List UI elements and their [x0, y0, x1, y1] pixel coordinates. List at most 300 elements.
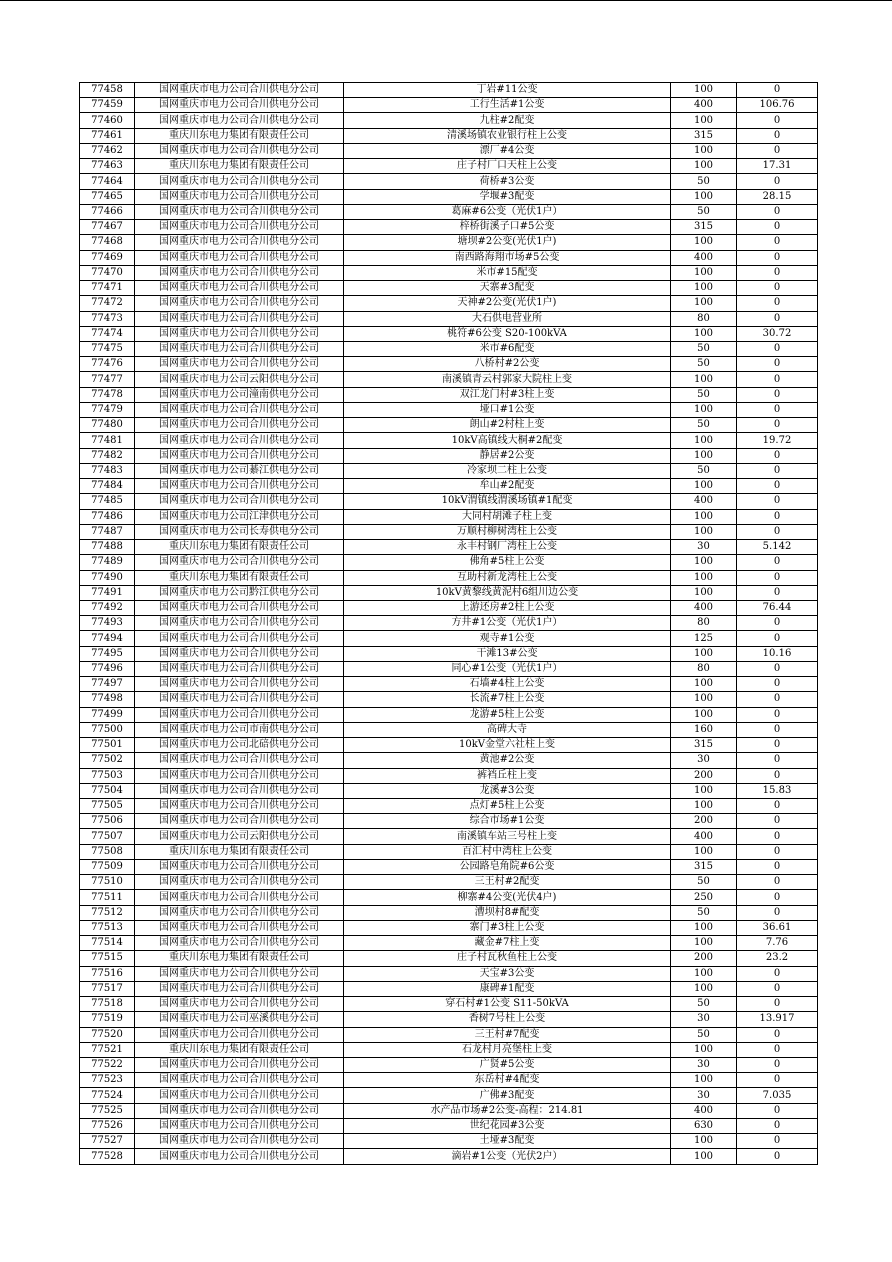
value-cell: 106.76: [737, 98, 818, 113]
table-row: [80, 1012, 818, 1027]
row-id-cell: 77479: [80, 402, 135, 417]
company-cell: 重庆川东电力集团有限责任公司: [135, 128, 344, 143]
value-cell: 0: [737, 661, 818, 676]
company-cell: 国网重庆市电力公司长寿供电分公司: [135, 524, 344, 539]
top-border-line: [0, 0, 892, 1]
transformer-name-cell: 滴岩#1公变（光伏2户）: [344, 1149, 671, 1164]
capacity-cell: 100: [671, 555, 737, 570]
transformer-name-cell: 漂厂#4公变: [344, 143, 671, 158]
capacity-cell: 400: [671, 250, 737, 265]
row-id-cell: 77498: [80, 692, 135, 707]
table-row: [80, 1058, 818, 1073]
row-id-cell: 77508: [80, 844, 135, 859]
company-cell: 国网重庆市电力公司合川供电分公司: [135, 250, 344, 265]
company-cell: 国网重庆市电力公司合川供电分公司: [135, 677, 344, 692]
capacity-cell: 30: [671, 753, 737, 768]
company-cell: 国网重庆市电力公司合川供电分公司: [135, 936, 344, 951]
value-cell: 0: [737, 357, 818, 372]
company-cell: 重庆川东电力集团有限责任公司: [135, 159, 344, 174]
value-cell: 0: [737, 753, 818, 768]
row-id-cell: 77494: [80, 631, 135, 646]
company-cell: 国网重庆市电力公司合川供电分公司: [135, 235, 344, 250]
company-cell: 国网重庆市电力公司合川供电分公司: [135, 981, 344, 996]
value-cell: 0: [737, 174, 818, 189]
capacity-cell: 100: [671, 677, 737, 692]
company-cell: 国网重庆市电力公司合川供电分公司: [135, 616, 344, 631]
row-id-cell: 77527: [80, 1134, 135, 1149]
row-id-cell: 77504: [80, 783, 135, 798]
company-cell: 国网重庆市电力公司合川供电分公司: [135, 707, 344, 722]
transformer-name-cell: 东岳村#4配变: [344, 1073, 671, 1088]
table-row: [80, 920, 818, 935]
value-cell: 0: [737, 220, 818, 235]
company-cell: 重庆川东电力集团有限责任公司: [135, 844, 344, 859]
capacity-cell: 100: [671, 509, 737, 524]
transformer-name-cell: 丁岩#11公变: [344, 83, 671, 98]
company-cell: 国网重庆市电力公司合川供电分公司: [135, 98, 344, 113]
company-cell: 国网重庆市电力公司合川供电分公司: [135, 768, 344, 783]
table-row: [80, 829, 818, 844]
value-cell: 36.61: [737, 920, 818, 935]
transformer-name-cell: 点灯#5柱上公变: [344, 799, 671, 814]
table-row: [80, 83, 818, 98]
value-cell: 0: [737, 829, 818, 844]
capacity-cell: 400: [671, 829, 737, 844]
row-id-cell: 77491: [80, 585, 135, 600]
row-id-cell: 77493: [80, 616, 135, 631]
row-id-cell: 77506: [80, 814, 135, 829]
value-cell: 0: [737, 250, 818, 265]
capacity-cell: 630: [671, 1118, 737, 1133]
transformer-name-cell: 米市#15配变: [344, 265, 671, 280]
company-cell: 国网重庆市电力公司合川供电分公司: [135, 600, 344, 615]
capacity-cell: 100: [671, 585, 737, 600]
row-id-cell: 77495: [80, 646, 135, 661]
table-row: [80, 799, 818, 814]
table-row: [80, 768, 818, 783]
row-id-cell: 77528: [80, 1149, 135, 1164]
capacity-cell: 100: [671, 646, 737, 661]
row-id-cell: 77513: [80, 920, 135, 935]
table-row: [80, 997, 818, 1012]
table-row: [80, 1118, 818, 1133]
capacity-cell: 100: [671, 296, 737, 311]
transformer-name-cell: 长流#7柱上公变: [344, 692, 671, 707]
capacity-cell: 200: [671, 768, 737, 783]
table-row: [80, 174, 818, 189]
company-cell: 国网重庆市电力公司合川供电分公司: [135, 479, 344, 494]
capacity-cell: 250: [671, 890, 737, 905]
table-row: [80, 783, 818, 798]
table-row: [80, 296, 818, 311]
company-cell: 国网重庆市电力公司合川供电分公司: [135, 920, 344, 935]
capacity-cell: 400: [671, 494, 737, 509]
row-id-cell: 77526: [80, 1118, 135, 1133]
transformer-name-cell: 水产品市场#2公变-高程：214.81: [344, 1103, 671, 1118]
row-id-cell: 77459: [80, 98, 135, 113]
company-cell: 国网重庆市电力公司合川供电分公司: [135, 646, 344, 661]
company-cell: 国网重庆市电力公司合川供电分公司: [135, 1149, 344, 1164]
row-id-cell: 77509: [80, 859, 135, 874]
table-row: [80, 1134, 818, 1149]
value-cell: 0: [737, 859, 818, 874]
transformer-name-cell: 裤裆丘柱上变: [344, 768, 671, 783]
capacity-cell: 30: [671, 1012, 737, 1027]
transformer-name-cell: 柳寨#4公变(光伏4户): [344, 890, 671, 905]
table-row: [80, 418, 818, 433]
table-row: [80, 1027, 818, 1042]
capacity-cell: 100: [671, 402, 737, 417]
company-cell: 国网重庆市电力公司江津供电分公司: [135, 509, 344, 524]
value-cell: 0: [737, 981, 818, 996]
table-row: [80, 616, 818, 631]
value-cell: 7.76: [737, 936, 818, 951]
capacity-cell: 100: [671, 1042, 737, 1057]
value-cell: 0: [737, 677, 818, 692]
row-id-cell: 77496: [80, 661, 135, 676]
capacity-cell: 100: [671, 1134, 737, 1149]
table-row: [80, 204, 818, 219]
table-row: [80, 159, 818, 174]
transformer-name-cell: 南西路海翔市场#5公变: [344, 250, 671, 265]
value-cell: 0: [737, 387, 818, 402]
table-row: [80, 479, 818, 494]
row-id-cell: 77472: [80, 296, 135, 311]
row-id-cell: 77502: [80, 753, 135, 768]
row-id-cell: 77467: [80, 220, 135, 235]
company-cell: 国网重庆市电力公司合川供电分公司: [135, 692, 344, 707]
value-cell: 0: [737, 966, 818, 981]
capacity-cell: 100: [671, 966, 737, 981]
value-cell: 0: [737, 509, 818, 524]
value-cell: 0: [737, 128, 818, 143]
row-id-cell: 77514: [80, 936, 135, 951]
transformer-name-cell: 10kV渭镇线渭溪场镇#1配变: [344, 494, 671, 509]
company-cell: 国网重庆市电力公司合川供电分公司: [135, 799, 344, 814]
transformer-name-cell: 大同村胡滩子柱上变: [344, 509, 671, 524]
table-row: [80, 981, 818, 996]
transformer-name-cell: 冷家坝二柱上公变: [344, 463, 671, 478]
row-id-cell: 77483: [80, 463, 135, 478]
table-row: [80, 1149, 818, 1164]
capacity-cell: 100: [671, 920, 737, 935]
row-id-cell: 77488: [80, 540, 135, 555]
transformer-name-cell: 高碑大寺: [344, 722, 671, 737]
table-row: [80, 113, 818, 128]
value-cell: 0: [737, 296, 818, 311]
capacity-cell: 50: [671, 387, 737, 402]
table-row: [80, 463, 818, 478]
company-cell: 国网重庆市电力公司合川供电分公司: [135, 402, 344, 417]
row-id-cell: 77460: [80, 113, 135, 128]
transformer-name-cell: 九柱#2配变: [344, 113, 671, 128]
capacity-cell: 100: [671, 83, 737, 98]
capacity-cell: 100: [671, 981, 737, 996]
value-cell: 0: [737, 281, 818, 296]
table-row: [80, 250, 818, 265]
table-row: [80, 661, 818, 676]
row-id-cell: 77518: [80, 997, 135, 1012]
row-id-cell: 77490: [80, 570, 135, 585]
transformer-name-cell: 朗山#2村柱上变: [344, 418, 671, 433]
capacity-cell: 50: [671, 905, 737, 920]
company-cell: 国网重庆市电力公司合川供电分公司: [135, 1088, 344, 1103]
row-id-cell: 77480: [80, 418, 135, 433]
table-row: [80, 585, 818, 600]
transformer-name-cell: 清溪场镇农业银行柱上公变: [344, 128, 671, 143]
value-cell: 0: [737, 890, 818, 905]
transformer-name-cell: 广贤#5公变: [344, 1058, 671, 1073]
capacity-cell: 200: [671, 814, 737, 829]
capacity-cell: 80: [671, 616, 737, 631]
value-cell: 17.31: [737, 159, 818, 174]
transformer-name-cell: 塘坝#2公变(光伏1户): [344, 235, 671, 250]
capacity-cell: 100: [671, 433, 737, 448]
company-cell: 国网重庆市电力公司合川供电分公司: [135, 966, 344, 981]
transformer-name-cell: 三王村#7配变: [344, 1027, 671, 1042]
table-row: [80, 936, 818, 951]
table-row: [80, 540, 818, 555]
row-id-cell: 77469: [80, 250, 135, 265]
row-id-cell: 77484: [80, 479, 135, 494]
value-cell: 28.15: [737, 189, 818, 204]
row-id-cell: 77468: [80, 235, 135, 250]
transformer-name-cell: 龙游#5柱上公变: [344, 707, 671, 722]
table-row: [80, 235, 818, 250]
transformer-name-cell: 天寨#3配变: [344, 281, 671, 296]
transformer-name-cell: 天宝#3公变: [344, 966, 671, 981]
transformer-name-cell: 10kV金堂六社柱上变: [344, 738, 671, 753]
transformer-name-cell: 藏金#7柱上变: [344, 936, 671, 951]
value-cell: 0: [737, 1027, 818, 1042]
value-cell: 0: [737, 265, 818, 280]
company-cell: 国网重庆市电力公司合川供电分公司: [135, 494, 344, 509]
capacity-cell: 50: [671, 341, 737, 356]
value-cell: 0: [737, 555, 818, 570]
table-body: [80, 83, 818, 1165]
capacity-cell: 100: [671, 570, 737, 585]
value-cell: 0: [737, 402, 818, 417]
company-cell: 国网重庆市电力公司合川供电分公司: [135, 890, 344, 905]
value-cell: 0: [737, 570, 818, 585]
transformer-name-cell: 土垭#3配变: [344, 1134, 671, 1149]
value-cell: 0: [737, 905, 818, 920]
capacity-cell: 160: [671, 722, 737, 737]
capacity-cell: 100: [671, 844, 737, 859]
row-id-cell: 77473: [80, 311, 135, 326]
value-cell: 0: [737, 722, 818, 737]
value-cell: 0: [737, 372, 818, 387]
row-id-cell: 77478: [80, 387, 135, 402]
table-row: [80, 372, 818, 387]
table-row: [80, 555, 818, 570]
table-row: [80, 402, 818, 417]
company-cell: 国网重庆市电力公司合川供电分公司: [135, 555, 344, 570]
transformer-name-cell: 庄子村瓦秋鱼柱上公变: [344, 951, 671, 966]
company-cell: 国网重庆市电力公司巫溪供电分公司: [135, 1012, 344, 1027]
capacity-cell: 400: [671, 1103, 737, 1118]
row-id-cell: 77497: [80, 677, 135, 692]
table-row: [80, 448, 818, 463]
table-row: [80, 707, 818, 722]
value-cell: 0: [737, 738, 818, 753]
company-cell: 国网重庆市电力公司北碚供电分公司: [135, 738, 344, 753]
company-cell: 重庆川东电力集团有限责任公司: [135, 540, 344, 555]
transformer-name-cell: 公园路皂角院#6公变: [344, 859, 671, 874]
company-cell: 国网重庆市电力公司合川供电分公司: [135, 1027, 344, 1042]
transformer-name-cell: 葛麻#6公变（光伏1户）: [344, 204, 671, 219]
company-cell: 国网重庆市电力公司合川供电分公司: [135, 1134, 344, 1149]
table-row: [80, 951, 818, 966]
company-cell: 重庆川东电力集团有限责任公司: [135, 570, 344, 585]
transformer-name-cell: 同心#1公变（光伏1户）: [344, 661, 671, 676]
company-cell: 重庆川东电力集团有限责任公司: [135, 951, 344, 966]
row-id-cell: 77522: [80, 1058, 135, 1073]
company-cell: 国网重庆市电力公司合川供电分公司: [135, 220, 344, 235]
row-id-cell: 77485: [80, 494, 135, 509]
capacity-cell: 315: [671, 128, 737, 143]
company-cell: 国网重庆市电力公司合川供电分公司: [135, 311, 344, 326]
row-id-cell: 77499: [80, 707, 135, 722]
value-cell: 0: [737, 875, 818, 890]
transformer-name-cell: 观寺#1公变: [344, 631, 671, 646]
table-row: [80, 311, 818, 326]
company-cell: 国网重庆市电力公司合川供电分公司: [135, 1073, 344, 1088]
value-cell: 7.035: [737, 1088, 818, 1103]
table-row: [80, 1042, 818, 1057]
value-cell: 30.72: [737, 326, 818, 341]
capacity-cell: 100: [671, 235, 737, 250]
transformer-name-cell: 南溪镇青云村郭家大院柱上变: [344, 372, 671, 387]
capacity-cell: 100: [671, 281, 737, 296]
transformer-name-cell: 10kV高镇线大桐#2配变: [344, 433, 671, 448]
value-cell: 0: [737, 463, 818, 478]
row-id-cell: 77482: [80, 448, 135, 463]
company-cell: 国网重庆市电力公司合川供电分公司: [135, 814, 344, 829]
capacity-cell: 30: [671, 1058, 737, 1073]
value-cell: 0: [737, 814, 818, 829]
value-cell: 0: [737, 341, 818, 356]
value-cell: 0: [737, 235, 818, 250]
transformer-name-cell: 双江龙门村#3柱上变: [344, 387, 671, 402]
company-cell: 国网重庆市电力公司市南供电分公司: [135, 722, 344, 737]
row-id-cell: 77487: [80, 524, 135, 539]
row-id-cell: 77520: [80, 1027, 135, 1042]
company-cell: 重庆川东电力集团有限责任公司: [135, 1042, 344, 1057]
company-cell: 国网重庆市电力公司合川供电分公司: [135, 1058, 344, 1073]
capacity-cell: 100: [671, 189, 737, 204]
row-id-cell: 77512: [80, 905, 135, 920]
company-cell: 国网重庆市电力公司合川供电分公司: [135, 433, 344, 448]
row-id-cell: 77521: [80, 1042, 135, 1057]
table-row: [80, 1073, 818, 1088]
row-id-cell: 77486: [80, 509, 135, 524]
table-row: [80, 220, 818, 235]
row-id-cell: 77507: [80, 829, 135, 844]
company-cell: 国网重庆市电力公司合川供电分公司: [135, 418, 344, 433]
table-row: [80, 98, 818, 113]
transformer-name-cell: 大石供电营业所: [344, 311, 671, 326]
transformer-name-cell: 佛角#5柱上公变: [344, 555, 671, 570]
table-row: [80, 281, 818, 296]
row-id-cell: 77462: [80, 143, 135, 158]
value-cell: 0: [737, 707, 818, 722]
company-cell: 国网重庆市电力公司合川供电分公司: [135, 357, 344, 372]
row-id-cell: 77470: [80, 265, 135, 280]
transformer-name-cell: 垭口#1公变: [344, 402, 671, 417]
row-id-cell: 77464: [80, 174, 135, 189]
transformer-name-cell: 康碑#1配变: [344, 981, 671, 996]
company-cell: 国网重庆市电力公司合川供电分公司: [135, 143, 344, 158]
table-row: [80, 646, 818, 661]
value-cell: 23.2: [737, 951, 818, 966]
capacity-cell: 30: [671, 1088, 737, 1103]
capacity-cell: 100: [671, 479, 737, 494]
transformer-name-cell: 静居#2公变: [344, 448, 671, 463]
company-cell: 国网重庆市电力公司綦江供电分公司: [135, 463, 344, 478]
table-row: [80, 677, 818, 692]
transformer-name-cell: 龙溪#3公变: [344, 783, 671, 798]
value-cell: 0: [737, 418, 818, 433]
company-cell: 国网重庆市电力公司合川供电分公司: [135, 113, 344, 128]
transformer-name-cell: 八桥村#2公变: [344, 357, 671, 372]
capacity-cell: 400: [671, 600, 737, 615]
capacity-cell: 80: [671, 661, 737, 676]
data-table: [79, 82, 818, 1165]
company-cell: 国网重庆市电力公司合川供电分公司: [135, 875, 344, 890]
transformer-name-cell: 漕坝村8#配变: [344, 905, 671, 920]
value-cell: 0: [737, 799, 818, 814]
capacity-cell: 50: [671, 997, 737, 1012]
capacity-cell: 400: [671, 98, 737, 113]
table-row: [80, 433, 818, 448]
value-cell: 19.72: [737, 433, 818, 448]
table-row: [80, 357, 818, 372]
capacity-cell: 100: [671, 1149, 737, 1164]
transformer-name-cell: 荷桥#3公变: [344, 174, 671, 189]
transformer-name-cell: 寨门#3柱上公变: [344, 920, 671, 935]
transformer-name-cell: 南溪镇车站三号柱上变: [344, 829, 671, 844]
capacity-cell: 315: [671, 859, 737, 874]
row-id-cell: 77524: [80, 1088, 135, 1103]
company-cell: 国网重庆市电力公司合川供电分公司: [135, 859, 344, 874]
table-row: [80, 128, 818, 143]
value-cell: 0: [737, 1058, 818, 1073]
capacity-cell: 125: [671, 631, 737, 646]
value-cell: 76.44: [737, 600, 818, 615]
transformer-name-cell: 学堰#3配变: [344, 189, 671, 204]
capacity-cell: 100: [671, 372, 737, 387]
table-row: [80, 494, 818, 509]
value-cell: 0: [737, 494, 818, 509]
company-cell: 国网重庆市电力公司云阳供电分公司: [135, 372, 344, 387]
row-id-cell: 77517: [80, 981, 135, 996]
capacity-cell: 100: [671, 936, 737, 951]
table-row: [80, 387, 818, 402]
table-row: [80, 1088, 818, 1103]
transformer-name-cell: 石龙村月亮堡柱上变: [344, 1042, 671, 1057]
transformer-name-cell: 互助村新龙湾柱上公变: [344, 570, 671, 585]
row-id-cell: 77476: [80, 357, 135, 372]
row-id-cell: 77501: [80, 738, 135, 753]
capacity-cell: 50: [671, 357, 737, 372]
value-cell: 0: [737, 448, 818, 463]
value-cell: 0: [737, 997, 818, 1012]
company-cell: 国网重庆市电力公司合川供电分公司: [135, 631, 344, 646]
table-row: [80, 966, 818, 981]
value-cell: 0: [737, 631, 818, 646]
row-id-cell: 77471: [80, 281, 135, 296]
